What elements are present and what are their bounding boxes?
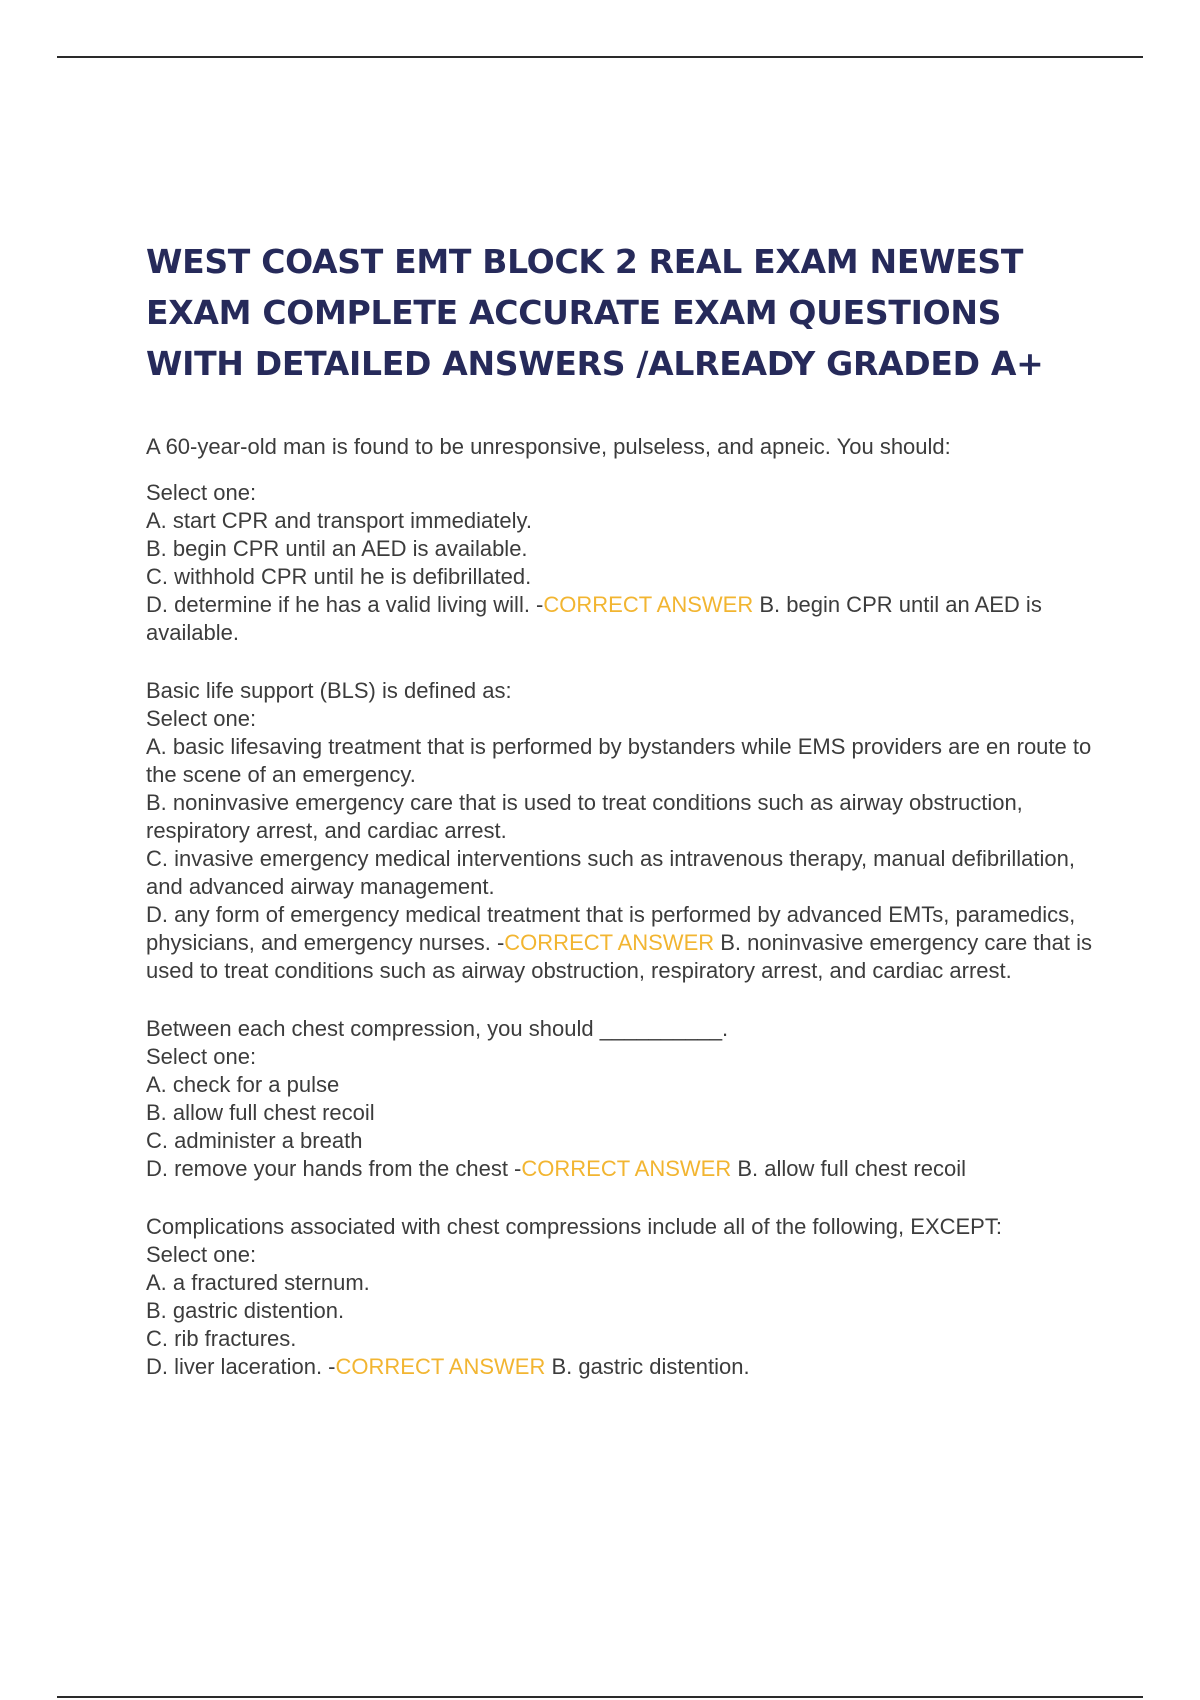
- answer-option: C. invasive emergency medical interventions such as intravenous therapy, manual defibrillation, and advanced airway management.: [146, 846, 1075, 899]
- select-one-label: Select one:: [146, 706, 257, 731]
- answer-option: D. any form of emergency medical treatment that is performed by advanced EMTs, paramedics, physicians, and emergency nurses. -: [146, 902, 1076, 955]
- correct-answer-label: CORRECT ANSWER: [504, 930, 715, 955]
- title-line: WEST COAST EMT BLOCK 2 REAL EXAM NEWEST: [146, 242, 1024, 281]
- question-block: [146, 1213, 1096, 1381]
- correct-answer-label: CORRECT ANSWER: [543, 592, 754, 617]
- answer-option: B. begin CPR until an AED is available.: [146, 536, 528, 561]
- correct-answer-text: B. allow full chest recoil: [731, 1156, 966, 1181]
- select-one-label: Select one:: [146, 1044, 257, 1069]
- answer-option: C. rib fractures.: [146, 1326, 297, 1351]
- question-stem: Between each chest compression, you should __________.: [146, 1016, 729, 1041]
- correct-answer-label: CORRECT ANSWER: [335, 1354, 546, 1379]
- document-title: [146, 236, 1096, 389]
- answer-option: B. noninvasive emergency care that is used to treat conditions such as airway obstruction, respiratory arrest, and cardiac arrest.: [146, 790, 1023, 843]
- answer-option: A. start CPR and transport immediately.: [146, 508, 532, 533]
- answer-option: A. basic lifesaving treatment that is performed by bystanders while EMS providers are en route to the scene of an emergency.: [146, 734, 1092, 787]
- footer-rule: [57, 1696, 1143, 1698]
- answer-option: D. remove your hands from the chest -: [146, 1156, 522, 1181]
- question-stem: Complications associated with chest compressions include all of the following, EXCEPT:: [146, 1214, 1002, 1239]
- correct-answer-text: B. begin CPR until an AED is available.: [146, 592, 1042, 645]
- question-block: [146, 433, 1096, 647]
- question-block: [146, 1015, 1096, 1183]
- last-option-with-answer: [146, 1155, 1096, 1183]
- answer-option: D. determine if he has a valid living will. -: [146, 592, 544, 617]
- last-option-with-answer: [146, 1353, 1096, 1381]
- correct-answer-label: CORRECT ANSWER: [521, 1156, 732, 1181]
- select-one-label: Select one:: [146, 1242, 257, 1267]
- answer-option: A. a fractured sternum.: [146, 1270, 370, 1295]
- answer-option: C. withhold CPR until he is defibrillated.: [146, 564, 532, 589]
- header-rule: [57, 56, 1143, 58]
- title-line: EXAM COMPLETE ACCURATE EXAM QUESTIONS: [146, 293, 1002, 332]
- title-line: WITH DETAILED ANSWERS /ALREADY GRADED A+: [146, 344, 1044, 383]
- last-option-with-answer: [146, 591, 1096, 647]
- correct-answer-text: B. noninvasive emergency care that is used to treat conditions such as airway obstruction, respiratory arrest, and cardiac arrest.: [146, 930, 1092, 983]
- question-block: [146, 677, 1096, 985]
- document-body: [146, 236, 1096, 1381]
- question-stem: Basic life support (BLS) is defined as:: [146, 678, 512, 703]
- answer-option: B. allow full chest recoil: [146, 1100, 375, 1125]
- answer-option: C. administer a breath: [146, 1128, 363, 1153]
- last-option-with-answer: [146, 901, 1096, 985]
- correct-answer-text: B. gastric distention.: [545, 1354, 750, 1379]
- answer-option: B. gastric distention.: [146, 1298, 345, 1323]
- select-one-label: Select one:: [146, 480, 257, 505]
- question-stem: A 60-year-old man is found to be unresponsive, pulseless, and apneic. You should:: [146, 434, 951, 459]
- answer-option: D. liver laceration. -: [146, 1354, 336, 1379]
- answer-option: A. check for a pulse: [146, 1072, 340, 1097]
